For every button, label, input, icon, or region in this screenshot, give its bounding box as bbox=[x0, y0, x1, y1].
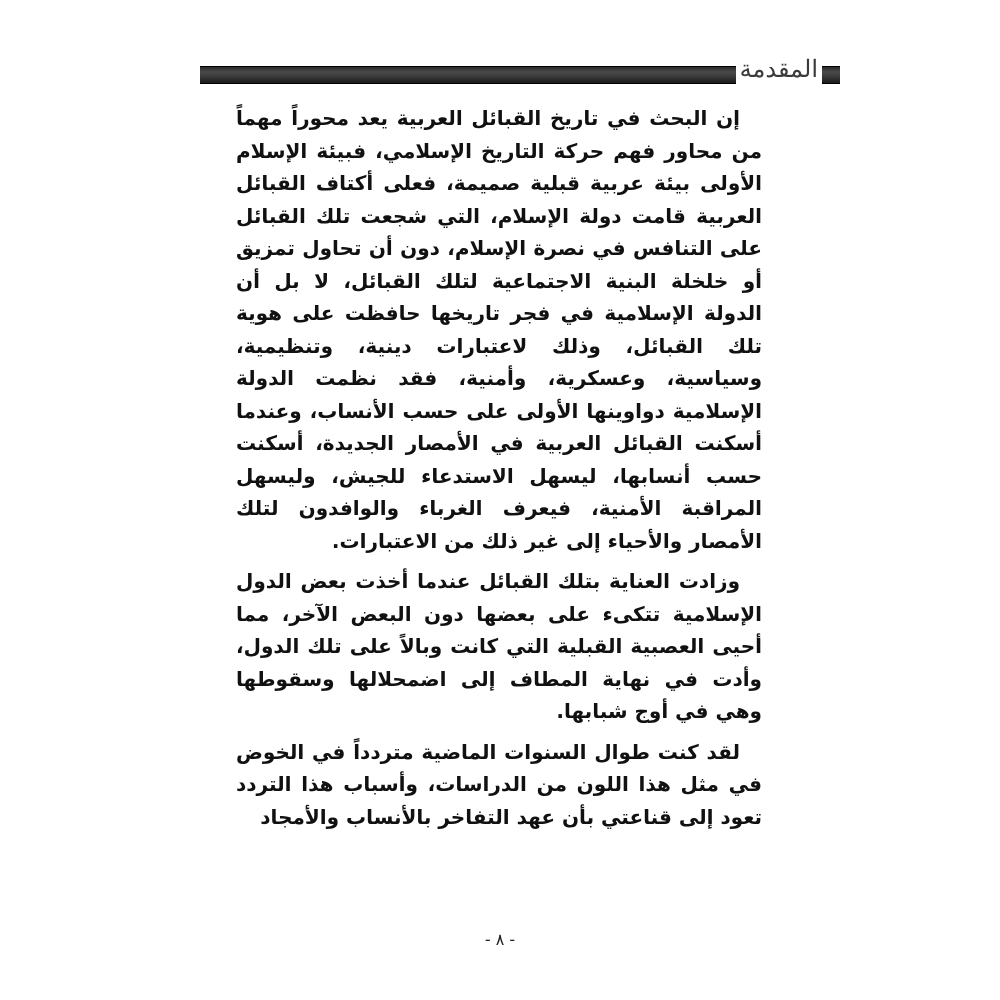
paragraph-1: إن البحث في تاريخ القبائل العربية يعد محوراً مهماً من محاور فهم حركة التاريخ الإسلامي، فبيئة الإسلام الأولى بيئة عربية قبلية صميمة، فعلى أكتاف القبائل العربية قامت دولة الإسلام، التي شجعت تلك القبائل على التنافس في نصرة الإسلام، دون أن تحاول تمزيق أو خلخلة البنية الاجتماعية لتلك القبائل، لا بل أن الدولة الإسلامية في فجر تاريخها حافظت على هوية تلك القبائل، وذلك لاعتبارات دينية، وتنظيمية، وسياسية، وعسكرية، وأمنية، فقد نظمت الدولة الإسلامية دواوينها الأولى على حسب الأنساب، وعندما أسكنت القبائل العربية في الأمصار الجديدة، أسكنت حسب أنسابها، ليسهل الاستدعاء للجيش، وليسهل المراقبة الأمنية، فيعرف الغرباء والوافدون لتلك الأمصار والأحياء إلى غير ذلك من الاعتبارات. bbox=[236, 106, 762, 553]
body-text bbox=[236, 102, 762, 841]
paragraph-3: لقد كنت طوال السنوات الماضية متردداً في الخوض في مثل هذا اللون من الدراسات، وأسباب هذا التردد تعود إلى قناعتي بأن عهد التفاخر بالأنساب والأمجاد bbox=[236, 739, 762, 829]
page-number: - ٨ - bbox=[484, 930, 516, 949]
paragraph-2: وزادت العناية بتلك القبائل عندما أخذت بعض الدول الإسلامية تتكىء على بعضها دون البعض الآخر، مما أحيى العصبية القبلية التي كانت وبالاً على تلك الدول، وأدت في نهاية المطاف إلى اضمحلالها وسقوطها وهي في أوج شبابها. bbox=[236, 569, 762, 723]
chapter-title: المقدمة bbox=[736, 52, 822, 86]
